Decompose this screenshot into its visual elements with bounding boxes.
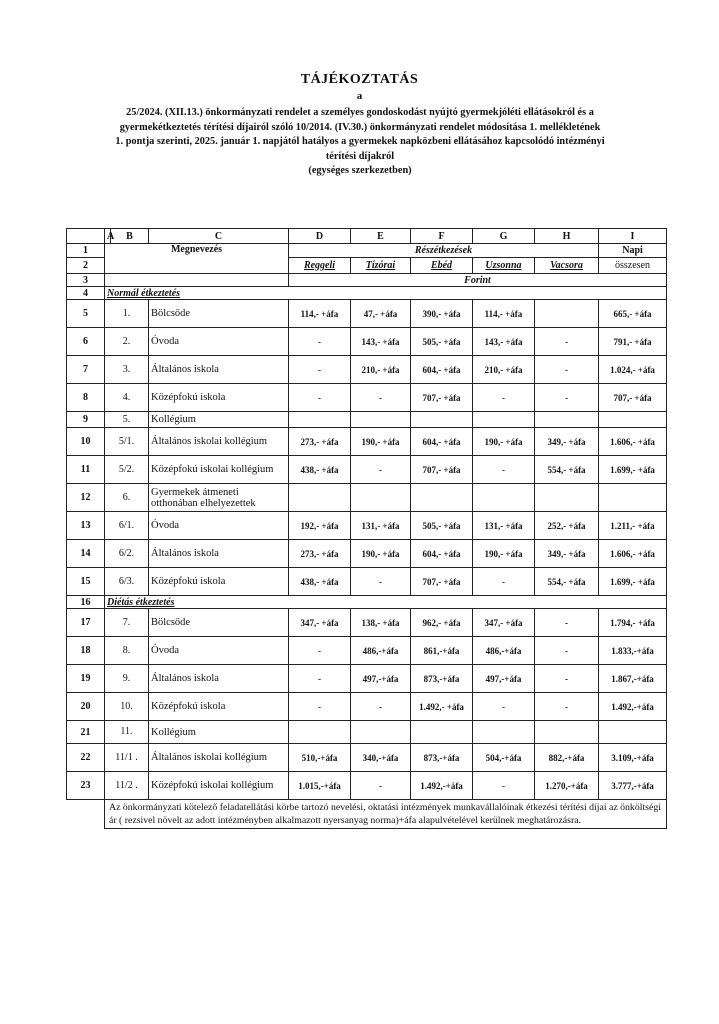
table-row <box>67 300 667 328</box>
fee-cell-f: 505,- +áfa <box>411 328 473 356</box>
corner-cell <box>67 229 105 244</box>
row-name: Óvoda <box>149 637 289 665</box>
header-reszetkezesek: Részétkezések <box>289 244 599 258</box>
table-row <box>67 384 667 412</box>
fee-cell-h: - <box>535 693 599 721</box>
row-number: 5 <box>67 300 105 328</box>
fee-cell-f: 873,-+áfa <box>411 744 473 772</box>
fee-cell-d: 510,-+áfa <box>289 744 351 772</box>
header-ebed: Ebéd <box>411 258 473 274</box>
table-row <box>67 412 667 428</box>
fee-cell-d: 438,- +áfa <box>289 456 351 484</box>
table-row <box>67 772 667 800</box>
fee-cell-d: - <box>289 637 351 665</box>
intro-line: gyermekétkeztetés térítési díjairól szóló 10/2014. (IV.30.) önkormányzati rendelet módosítása 1. mellékletének <box>119 121 601 133</box>
fee-cell-h <box>535 721 599 744</box>
fee-cell-d <box>289 412 351 428</box>
col-letter-d: D <box>289 229 351 244</box>
row-code: 2. <box>105 328 149 356</box>
row-code: 7. <box>105 609 149 637</box>
row-name: Középfokú iskola <box>149 384 289 412</box>
fee-cell-d <box>289 484 351 512</box>
table-row <box>67 428 667 456</box>
document-intro <box>40 106 680 179</box>
fee-cell-g: 210,- +áfa <box>473 356 535 384</box>
intro-line: (egységes szerkezetben) <box>308 165 412 176</box>
row-number: 3 <box>67 274 105 287</box>
fee-cell-e: 190,- +áfa <box>351 540 411 568</box>
document-subtitle: a <box>356 90 363 102</box>
fee-cell-g: - <box>473 456 535 484</box>
fee-cell-d: 438,- +áfa <box>289 568 351 596</box>
fee-cell-h: 554,- +áfa <box>535 456 599 484</box>
fee-cell-i <box>599 484 667 512</box>
row-number: 17 <box>67 609 105 637</box>
fee-cell-i: 665,- +áfa <box>599 300 667 328</box>
table-row <box>67 540 667 568</box>
fee-cell-f: 604,- +áfa <box>411 428 473 456</box>
fee-cell-e: 340,-+áfa <box>351 744 411 772</box>
row-code: 4. <box>105 384 149 412</box>
fee-cell-d: - <box>289 384 351 412</box>
row-code: 6. <box>105 484 149 512</box>
fee-cell-f: 707,- +áfa <box>411 568 473 596</box>
table-row <box>67 744 667 772</box>
row-number: 7 <box>67 356 105 384</box>
table-row <box>67 609 667 637</box>
table-row <box>67 637 667 665</box>
fee-cell-g: 143,- +áfa <box>473 328 535 356</box>
col-letter-i: I <box>599 229 667 244</box>
row-code: 3. <box>105 356 149 384</box>
fee-cell-i: 1.794,- +áfa <box>599 609 667 637</box>
fee-cell-f <box>411 412 473 428</box>
section-dietas-label: Diétás étkeztetés <box>105 596 667 609</box>
fee-cell-g: - <box>473 384 535 412</box>
fee-cell-i: 1.606,- +áfa <box>599 540 667 568</box>
fee-cell-e: - <box>351 693 411 721</box>
fee-cell-g: 347,- +áfa <box>473 609 535 637</box>
fee-cell-i: 1.024,- +áfa <box>599 356 667 384</box>
fee-cell-f: 873,-+áfa <box>411 665 473 693</box>
col-letter-c: C <box>149 229 289 244</box>
row-name: Óvoda <box>149 328 289 356</box>
row-number: 9 <box>67 412 105 428</box>
header-uzsonna: Uzsonna <box>473 258 535 274</box>
header-row-3 <box>67 274 667 287</box>
fee-cell-h: 349,- +áfa <box>535 540 599 568</box>
fee-cell-e: - <box>351 384 411 412</box>
fee-cell-f: 861,-+áfa <box>411 637 473 665</box>
fee-cell-i <box>599 412 667 428</box>
table-row <box>67 665 667 693</box>
col-letter-f: F <box>411 229 473 244</box>
row-code: 1. <box>105 300 149 328</box>
table-row <box>67 456 667 484</box>
empty-cell <box>105 274 289 287</box>
col-letter-h: H <box>535 229 599 244</box>
row-number: 6 <box>67 328 105 356</box>
fee-cell-d: 273,- +áfa <box>289 428 351 456</box>
row-number: 13 <box>67 512 105 540</box>
fee-cell-h <box>535 484 599 512</box>
row-name: Óvoda <box>149 512 289 540</box>
fee-cell-d: 192,- +áfa <box>289 512 351 540</box>
table-row <box>67 356 667 384</box>
row-number: 4 <box>67 287 105 300</box>
fee-cell-h: 882,-+áfa <box>535 744 599 772</box>
header-reggeli: Reggeli <box>289 258 351 274</box>
row-name: Gyermekek átmeneti otthonában elhelyezettek <box>149 484 289 512</box>
col-letter-a: A <box>105 229 111 244</box>
fee-cell-h: - <box>535 609 599 637</box>
column-letter-row <box>67 229 667 244</box>
fee-cell-g: - <box>473 772 535 800</box>
col-letter-g: G <box>473 229 535 244</box>
fee-cell-f: 707,- +áfa <box>411 384 473 412</box>
row-name: Általános iskola <box>149 540 289 568</box>
row-code: 10. <box>105 693 149 721</box>
row-name: Középfokú iskolai kollégium <box>149 456 289 484</box>
header-vacsora: Vacsora <box>535 258 599 274</box>
row-name: Kollégium <box>149 721 289 744</box>
row-number: 10 <box>67 428 105 456</box>
table-row <box>67 568 667 596</box>
fee-cell-d: 347,- +áfa <box>289 609 351 637</box>
row-number: 11 <box>67 456 105 484</box>
fee-cell-g <box>473 484 535 512</box>
fee-cell-g: 486,-+áfa <box>473 637 535 665</box>
row-number: 14 <box>67 540 105 568</box>
fee-cell-g: 190,- +áfa <box>473 428 535 456</box>
fee-cell-e <box>351 484 411 512</box>
fee-cell-i: 791,- +áfa <box>599 328 667 356</box>
fee-cell-f <box>411 484 473 512</box>
fee-cell-d: - <box>289 693 351 721</box>
row-name: Középfokú iskola <box>149 693 289 721</box>
fee-cell-f: 1.492,-+áfa <box>411 772 473 800</box>
col-letter-b: B <box>111 229 149 244</box>
row-number: 20 <box>67 693 105 721</box>
fee-cell-d: - <box>289 328 351 356</box>
row-number: 8 <box>67 384 105 412</box>
fee-cell-h: - <box>535 356 599 384</box>
fee-cell-g: 190,- +áfa <box>473 540 535 568</box>
fee-cell-i: 3.777,-+áfa <box>599 772 667 800</box>
footnote-row <box>67 800 667 829</box>
fee-cell-f: 390,- +áfa <box>411 300 473 328</box>
fee-cell-i: 1.833,-+áfa <box>599 637 667 665</box>
fee-cell-g: - <box>473 693 535 721</box>
fee-cell-h <box>535 412 599 428</box>
fee-cell-f: 604,- +áfa <box>411 356 473 384</box>
section-row-normal <box>67 287 667 300</box>
fee-cell-e <box>351 721 411 744</box>
fee-cell-i <box>599 721 667 744</box>
fee-cell-i: 1.699,- +áfa <box>599 456 667 484</box>
row-number: 21 <box>67 721 105 744</box>
intro-line: 25/2024. (XII.13.) önkormányzati rendelet a személyes gondoskodást nyújtó gyermekjóléti ellátásokról és a <box>126 107 594 118</box>
fee-cell-i: 3.109,-+áfa <box>599 744 667 772</box>
fee-cell-g <box>473 412 535 428</box>
fee-cell-f: 505,- +áfa <box>411 512 473 540</box>
footnote-spacer <box>67 800 105 829</box>
fee-cell-g: 114,- +áfa <box>473 300 535 328</box>
fee-cell-e: 190,- +áfa <box>351 428 411 456</box>
col-letter-e: E <box>351 229 411 244</box>
intro-line: térítési díjakról <box>325 150 395 162</box>
header-megnevezes: Megnevezés <box>105 244 289 274</box>
fee-cell-e: - <box>351 772 411 800</box>
fee-cell-h: - <box>535 665 599 693</box>
fee-cell-i: 1.606,- +áfa <box>599 428 667 456</box>
fee-cell-g: 131,- +áfa <box>473 512 535 540</box>
row-code: 6/3. <box>105 568 149 596</box>
fee-cell-h: 1.270,-+áfa <box>535 772 599 800</box>
header-row-1 <box>67 244 667 258</box>
row-number: 23 <box>67 772 105 800</box>
fee-cell-g <box>473 721 535 744</box>
intro-line: 1. pontja szerinti, 2025. január 1. napjától hatályos a gyermekek napközbeni ellátásához kapcsolódó intézményi <box>115 136 605 147</box>
row-name: Általános iskolai kollégium <box>149 744 289 772</box>
table-row <box>67 328 667 356</box>
fee-cell-h: 554,- +áfa <box>535 568 599 596</box>
row-name: Általános iskolai kollégium <box>149 428 289 456</box>
fee-cell-e: - <box>351 456 411 484</box>
header-napi: Napi <box>599 244 667 258</box>
fee-cell-f: 1.492,- +áfa <box>411 693 473 721</box>
section-normal-label: Normál étkeztetés <box>105 287 667 300</box>
fee-cell-f: 707,- +áfa <box>411 456 473 484</box>
row-code: 11. <box>105 721 149 744</box>
fee-cell-g: - <box>473 568 535 596</box>
row-code: 11/2 . <box>105 772 149 800</box>
header-tizorai: Tízórai <box>351 258 411 274</box>
fee-cell-f: 962,- +áfa <box>411 609 473 637</box>
row-code: 9. <box>105 665 149 693</box>
row-name: Középfokú iskola <box>149 568 289 596</box>
fee-cell-e: 486,-+áfa <box>351 637 411 665</box>
fee-cell-e: 497,-+áfa <box>351 665 411 693</box>
fee-cell-i: 1.492,-+áfa <box>599 693 667 721</box>
row-name: Középfokú iskolai kollégium <box>149 772 289 800</box>
fee-cell-i: 707,- +áfa <box>599 384 667 412</box>
row-name: Általános iskola <box>149 665 289 693</box>
header-osszesen: összesen <box>599 258 667 274</box>
fee-cell-h: - <box>535 637 599 665</box>
document-title: TÁJÉKOZTATÁS <box>300 72 419 87</box>
footnote-text: Az önkormányzati kötelező feladatellátási körbe tartozó nevelési, oktatási intézmények munkavállalóinak étkezési térítési díjai az önköltségi ár ( rezsivel növelt az adott intézményben alkalmazott nyersanyag norma)+áfa alapulvételével kerülnek meghatározásra. <box>105 800 667 829</box>
fee-cell-e: 47,- +áfa <box>351 300 411 328</box>
fee-cell-h: 349,- +áfa <box>535 428 599 456</box>
fee-cell-i: 1.211,- +áfa <box>599 512 667 540</box>
row-code: 6/1. <box>105 512 149 540</box>
row-code: 5. <box>105 412 149 428</box>
fee-cell-g: 497,-+áfa <box>473 665 535 693</box>
fee-cell-d: 273,- +áfa <box>289 540 351 568</box>
fee-cell-d: 1.015,-+áfa <box>289 772 351 800</box>
fee-cell-e: 210,- +áfa <box>351 356 411 384</box>
fee-cell-i: 1.699,- +áfa <box>599 568 667 596</box>
header-forint: Forint <box>289 274 667 287</box>
fee-cell-e: 143,- +áfa <box>351 328 411 356</box>
fee-cell-h: - <box>535 328 599 356</box>
row-number: 18 <box>67 637 105 665</box>
fee-cell-e: 138,- +áfa <box>351 609 411 637</box>
fee-cell-h: - <box>535 384 599 412</box>
fee-cell-d: - <box>289 356 351 384</box>
row-number: 22 <box>67 744 105 772</box>
table-row <box>67 721 667 744</box>
row-number: 16 <box>67 596 105 609</box>
section-row-dietas <box>67 596 667 609</box>
row-name: Kollégium <box>149 412 289 428</box>
fee-cell-g: 504,-+áfa <box>473 744 535 772</box>
row-number: 1 <box>67 244 105 258</box>
fee-cell-h: 252,- +áfa <box>535 512 599 540</box>
fee-cell-d: - <box>289 665 351 693</box>
row-name: Bölcsőde <box>149 300 289 328</box>
fee-cell-e: - <box>351 568 411 596</box>
row-number: 15 <box>67 568 105 596</box>
row-code: 5/2. <box>105 456 149 484</box>
fee-cell-f <box>411 721 473 744</box>
row-code: 8. <box>105 637 149 665</box>
fee-cell-e <box>351 412 411 428</box>
row-code: 6/2. <box>105 540 149 568</box>
fee-cell-d: 114,- +áfa <box>289 300 351 328</box>
row-code: 11/1 . <box>105 744 149 772</box>
row-number: 12 <box>67 484 105 512</box>
row-name: Bölcsőde <box>149 609 289 637</box>
row-number: 2 <box>67 258 105 274</box>
fee-cell-f: 604,- +áfa <box>411 540 473 568</box>
fee-table <box>66 228 667 829</box>
table-row <box>67 693 667 721</box>
fee-cell-i: 1.867,-+áfa <box>599 665 667 693</box>
row-number: 19 <box>67 665 105 693</box>
fee-cell-h <box>535 300 599 328</box>
row-code: 5/1. <box>105 428 149 456</box>
table-row <box>67 512 667 540</box>
row-name: Általános iskola <box>149 356 289 384</box>
fee-cell-e: 131,- +áfa <box>351 512 411 540</box>
fee-cell-d <box>289 721 351 744</box>
table-row <box>67 484 667 512</box>
